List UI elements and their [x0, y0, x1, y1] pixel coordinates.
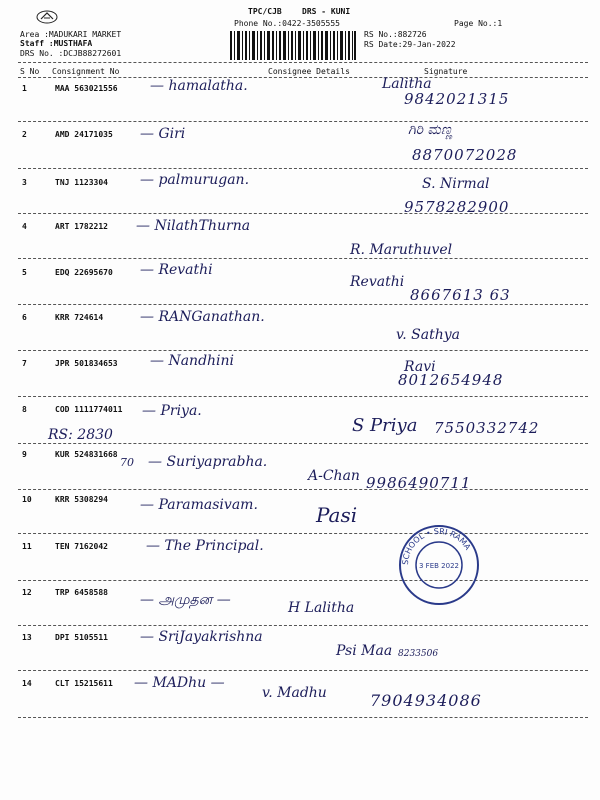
row-phone: 9842021315 [404, 90, 510, 108]
row-phone: 8233506 [398, 649, 439, 659]
stamp-ring-text: SCHOOL • SRI RAMA [400, 526, 473, 566]
row-consignee: — Nandhini [150, 353, 235, 369]
row-phone: 8667613 63 [410, 286, 511, 304]
divider [18, 258, 588, 259]
table-row [0, 495, 600, 541]
row-consignment: TRP 6458588 [55, 588, 108, 597]
divider [18, 168, 588, 169]
row-consignee: — Giri [140, 126, 186, 142]
row-consignee: — Revathi [140, 262, 213, 278]
col-signature: Signature [424, 67, 468, 76]
row-sno: 1 [22, 84, 27, 93]
row-sno: 4 [22, 222, 27, 231]
row-signature: v. Sathya [396, 327, 460, 343]
row-consignee: — SriJayakrishna [140, 629, 263, 645]
area: Area :MADUKARI MARKET [20, 30, 122, 39]
row-consignee: — palmurugan. [140, 172, 250, 188]
row-sno: 5 [22, 268, 27, 277]
row-sno: 11 [22, 542, 32, 551]
row-sno: 6 [22, 313, 27, 322]
row-sno: 8 [22, 405, 27, 414]
row-phone: 7550332742 [434, 419, 540, 437]
drs-label: DRS - KUNI [302, 7, 351, 16]
row-signature: Lalitha [382, 76, 432, 92]
row-sno: 3 [22, 178, 27, 187]
col-consignee: Consignee Details [268, 67, 350, 76]
col-consignment: Consignment No [52, 67, 120, 76]
table-row [0, 353, 600, 405]
row-consignee: — Priya. [142, 403, 202, 419]
divider [18, 489, 588, 490]
row-consignment: COD 1111774011 [55, 405, 123, 414]
row-consignment: TNJ 1123304 [55, 178, 108, 187]
row-consignee: — Suriyaprabha. [148, 454, 268, 470]
row-phone: 8870072028 [412, 146, 518, 164]
divider [18, 62, 588, 63]
row-note: RS: 2830 [48, 427, 113, 443]
row-consignment: KRR 724614 [55, 313, 104, 322]
row-consignee: — RANGanathan. [140, 309, 265, 325]
divider [18, 77, 588, 78]
rs-number: RS No.:882726 [364, 30, 427, 39]
table-row [0, 172, 600, 224]
row-signature: Revathi [350, 274, 405, 290]
divider [18, 350, 588, 351]
divider [18, 213, 588, 214]
row-consignment: KRR 5308294 [55, 495, 108, 504]
row-signature: R. Maruthuvel [350, 242, 453, 258]
table-row [0, 538, 600, 588]
row-consignment: DPI 5105511 [55, 633, 108, 642]
row-phone: 7904934086 [370, 691, 482, 710]
col-sno: S No [20, 67, 40, 76]
row-signature: Psi Maa [336, 643, 393, 659]
divider [18, 396, 588, 397]
divider [18, 533, 588, 534]
table-row [0, 262, 600, 314]
row-phone: 9578282900 [404, 198, 510, 216]
row-signature: Pasi [316, 503, 358, 527]
divider [18, 717, 588, 718]
row-consignee: — NilathThurna [136, 218, 251, 234]
row-consignee: — அமுதன — [140, 592, 231, 608]
table-row [0, 218, 600, 268]
stamp-date: 3 FEB 2022 [419, 562, 459, 570]
company-code: TPC/CJB [248, 7, 282, 16]
row-consignment: MAA 563021556 [55, 84, 118, 93]
divider [18, 443, 588, 444]
staff: Staff :MUSTHAFA [20, 39, 93, 48]
divider [18, 121, 588, 122]
row-consignment: JPR 501834653 [55, 359, 118, 368]
row-sno: 14 [22, 679, 32, 688]
table-row [0, 76, 600, 130]
rs-date: RS Date:29-Jan-2022 [364, 40, 456, 49]
table-row [0, 629, 600, 679]
divider [18, 670, 588, 671]
row-signature: S Priya [352, 415, 418, 436]
row-note: 70 [120, 456, 134, 469]
row-sno: 7 [22, 359, 27, 368]
row-consignee: — MADhu — [134, 675, 225, 691]
row-sno: 2 [22, 130, 27, 139]
barcode [230, 31, 356, 60]
row-consignment: EDQ 22695670 [55, 268, 113, 277]
divider [18, 625, 588, 626]
row-signature: v. Madhu [262, 685, 327, 701]
row-phone: 8012654948 [398, 371, 504, 389]
school-stamp [398, 524, 480, 606]
row-signature: H Lalitha [288, 600, 355, 616]
row-phone: 9986490711 [366, 474, 472, 492]
row-sno: 10 [22, 495, 32, 504]
row-sno: 9 [22, 450, 27, 459]
page-number: Page No.:1 [454, 19, 503, 28]
divider [18, 304, 588, 305]
phone-number: Phone No.:0422-3505555 [234, 19, 340, 28]
table-row [0, 122, 600, 176]
row-sno: 12 [22, 588, 32, 597]
table-row [0, 675, 600, 725]
row-signature: A-Chan [308, 468, 360, 484]
table-row [0, 588, 600, 634]
row-sno: 13 [22, 633, 32, 642]
table-row [0, 309, 600, 359]
row-signature: Ravi [404, 359, 436, 375]
divider [18, 580, 588, 581]
row-consignment: ART 1782212 [55, 222, 108, 231]
row-consignment: AMD 24171035 [55, 130, 113, 139]
row-consignee: — The Principal. [146, 538, 264, 554]
row-consignment: CLT 15215611 [55, 679, 113, 688]
table-row [0, 405, 600, 451]
drs-number: DRS No. :DCJB88272601 [20, 49, 122, 58]
row-consignment: KUR 524831668 [55, 450, 118, 459]
row-consignment: TEN 7162042 [55, 542, 108, 551]
row-consignee: — hamalatha. [150, 78, 248, 94]
row-signature: ಗಿರಿ ಮಣ್ಣ [408, 122, 453, 138]
row-signature: S. Nirmal [422, 176, 490, 192]
courier-logo-icon [36, 10, 58, 24]
row-consignee: — Paramasivam. [140, 497, 258, 513]
